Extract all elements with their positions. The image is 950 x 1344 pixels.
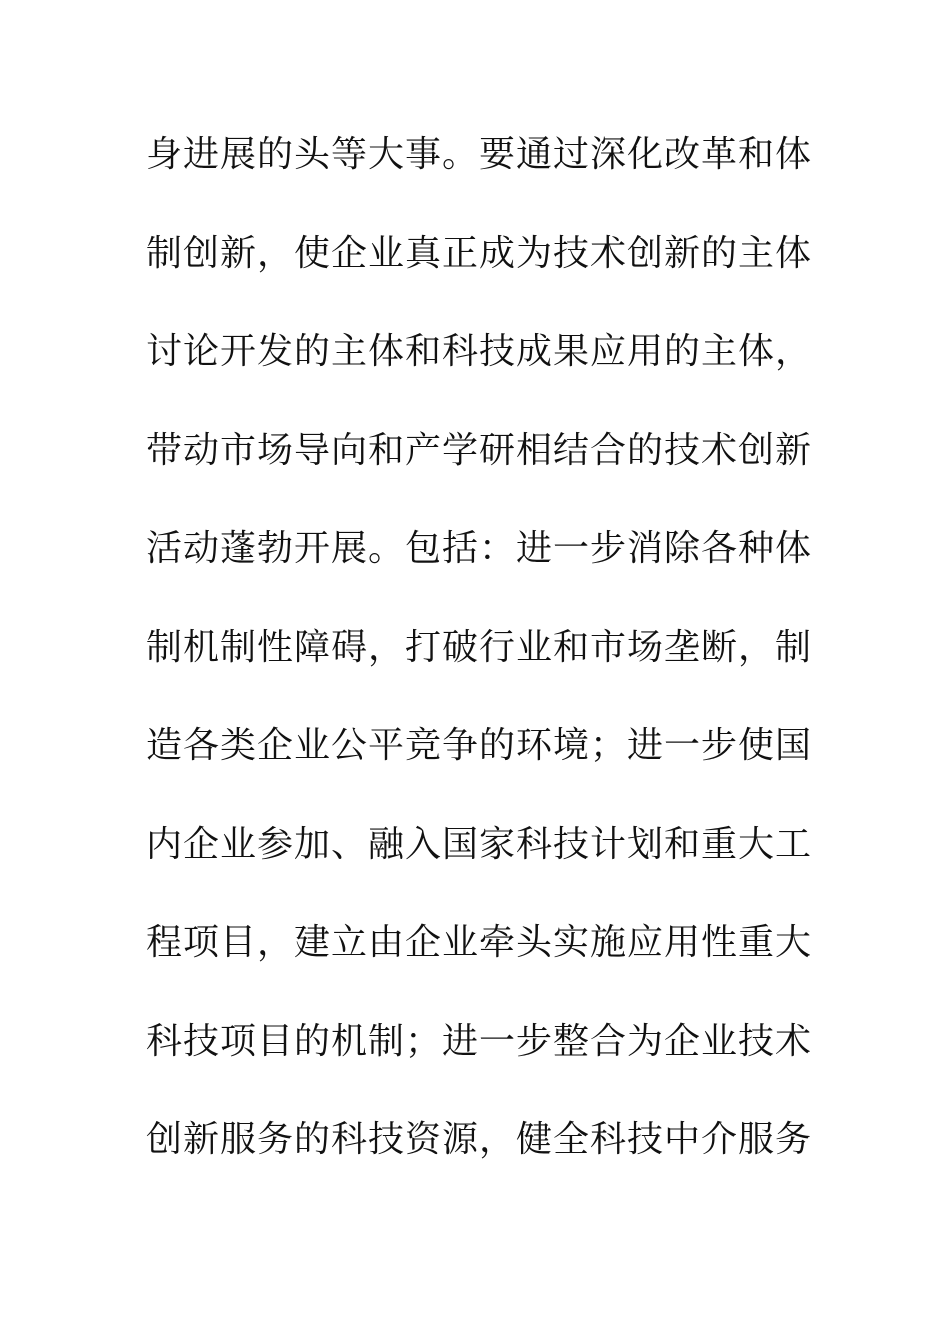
- text-line-11: 创新服务的科技资源，健全科技中介服务: [146, 1119, 813, 1160]
- text-line-4: 带动市场导向和产学研相结合的技术创新: [146, 429, 813, 471]
- text-line-9: 程项目，建立由企业牵头实施应用性重大: [146, 922, 813, 963]
- text-line-8: 内企业参加、融入国家科技计划和重大工: [146, 823, 813, 865]
- text-line-3: 讨论开发的主体和科技成果应用的主体，: [146, 331, 813, 372]
- text-line-2: 制创新，使企业真正成为技术创新的主体: [146, 232, 813, 274]
- text-line-6: 制机制性障碍，打破行业和市场垄断，制: [146, 626, 813, 668]
- body-text: [146, 123, 826, 1207]
- text-line-5: 活动蓬勃开展。包括：进一步消除各种体: [146, 528, 813, 569]
- text-line-10: 科技项目的机制；进一步整合为企业技术: [146, 1020, 813, 1062]
- text-line-1: 身进展的头等大事。要通过深化改革和体: [146, 134, 813, 175]
- text-line-7: 造各类企业公平竞争的环境；进一步使国: [146, 725, 813, 766]
